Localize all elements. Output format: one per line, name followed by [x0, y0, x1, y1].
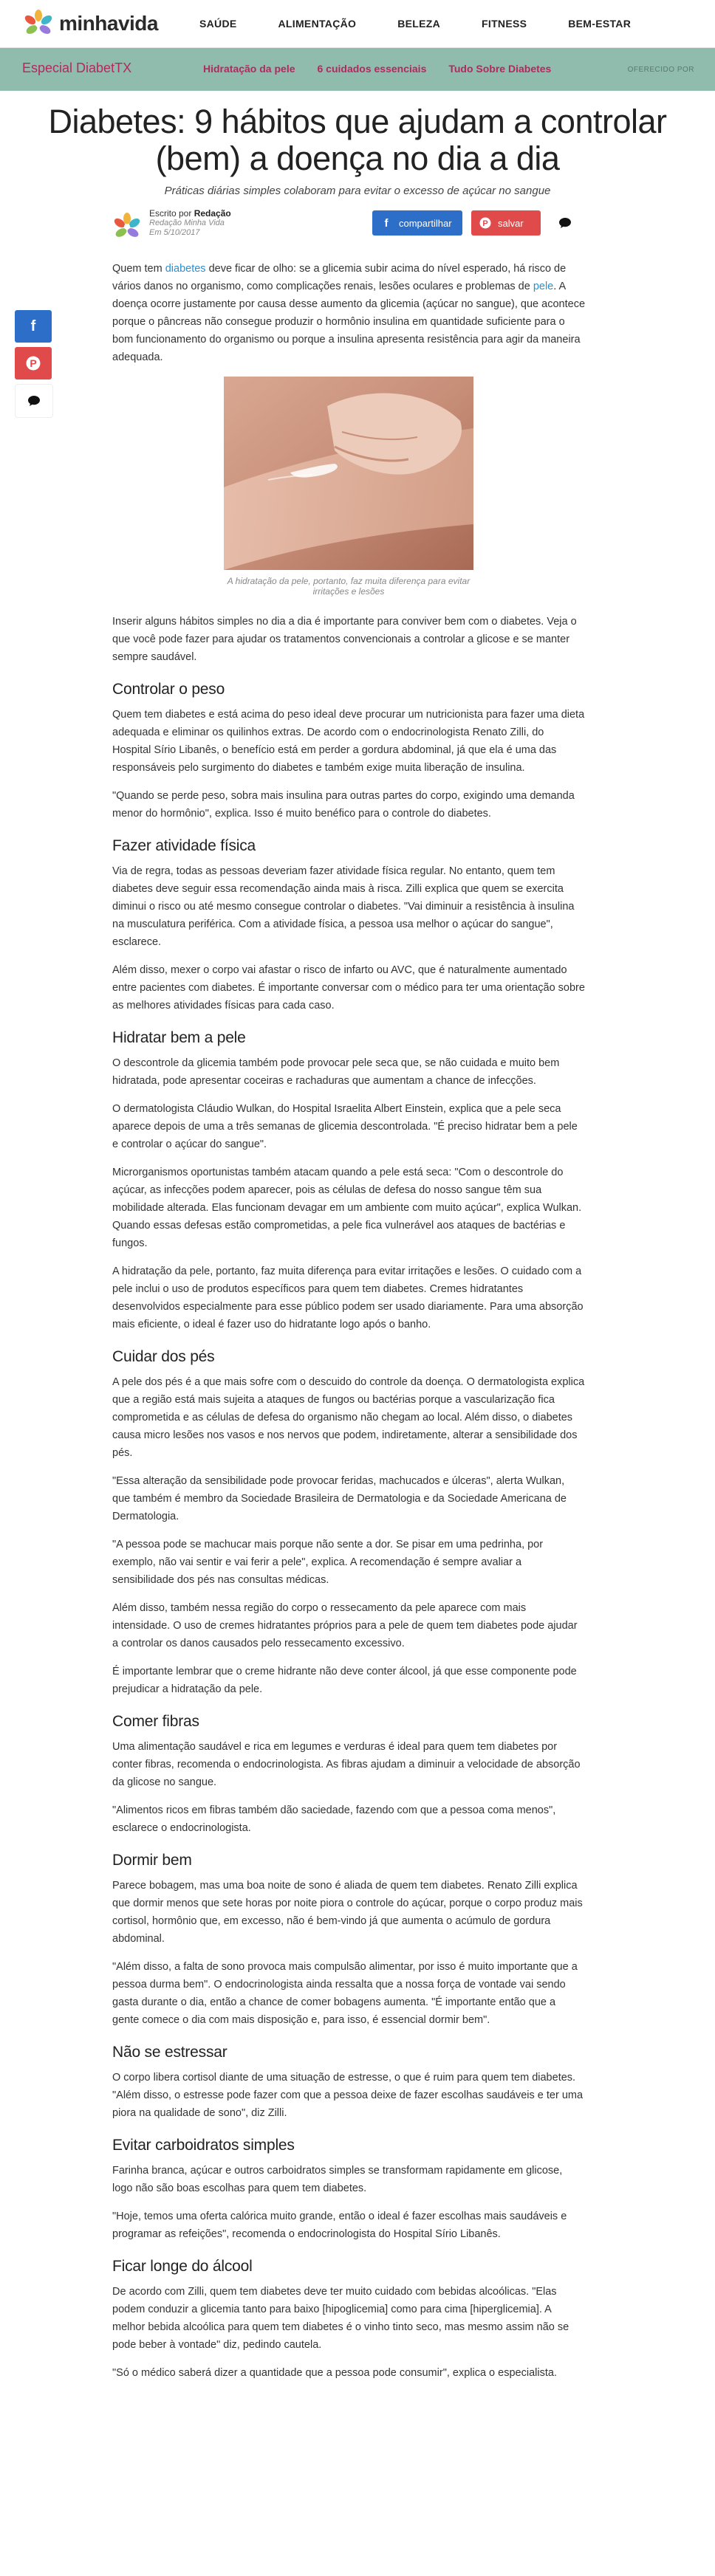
nav-item-fitness[interactable]: FITNESS [482, 18, 527, 30]
nav-item-beleza[interactable]: BELEZA [397, 18, 441, 30]
intro-paragraph [112, 260, 585, 366]
section-dormir-bem [112, 1852, 585, 2029]
author-org: Redação Minha Vida [149, 219, 225, 227]
hand-applying-cream-image [224, 377, 473, 570]
site-logo[interactable] [22, 9, 158, 38]
nav-item-saude[interactable]: SAÚDE [199, 18, 237, 30]
intro-text-3: . A doença ocorre justamente por causa desse aumento da glicemia (açúcar no sangue), que acontece porque o pâncreas não consegue produzir o hormônio insulina em quantidade suficiente para o bom funcionamento do organismo ou porque a insulina apresenta resistência para agir da maneira adequada. [112, 281, 586, 363]
paragraph: "Essa alteração da sensibilidade pode provocar feridas, machucados e úlceras", alerta Wulkan, que também é membro da Sociedade Brasileira de Dermatologia e da Sociedade Americana de Dermatologia. [112, 1475, 567, 1522]
paragraph: "A pessoa pode se machucar mais porque não sente a dor. Se pisar em uma pedrinha, por exemplo, não vai sentir e vai ferir a pele", explica. A recomendação é sempre avaliar a sensibilidade dos pés nas consultas médicas. [112, 1539, 544, 1586]
paragraph: O corpo libera cortisol diante de uma situação de estresse, o que é ruim para quem tem diabetes. "Além disso, o estresse pode fazer com que a pessoa deixe de fazer escolhas saudáveis e ter uma piora na qualidade de sono", diz Zilli. [112, 2072, 584, 2119]
author-name[interactable]: Redação [194, 208, 231, 219]
paragraph: Parece bobagem, mas uma boa noite de sono é aliada de quem tem diabetes. Renato Zilli explica que dormir menos que sete horas por noite piora o controle do açúcar, porque o corpo produz mais cortisol, hormônio que, em excesso, não é bem-vindo já que aumenta o acúmulo de gordura abdominal. [112, 1880, 583, 1945]
author-prefix: Escrito por [149, 208, 192, 219]
facebook-share-label: compartilhar [399, 217, 452, 229]
section-cuidar-pes [112, 1348, 585, 1698]
author-row [112, 209, 585, 246]
paragraph: "Hoje, temos uma oferta calórica muito grande, então o ideal é fazer escolhas mais saudáveis e programar as refeições", recomenda o endocrinologista do Hospital Sírio Libanês. [112, 2211, 567, 2240]
intro-text-2: deve ficar de olho: se a glicemia subir acima do nível esperado, há risco de vários danos no organismo, como complicações renais, lesões oculares e problemas de [112, 263, 567, 292]
pele-link[interactable]: pele [533, 281, 554, 292]
paragraph: Uma alimentação saudável e rica em legumes e verduras é ideal para quem tem diabetes por conter fibras, recomenda o endocrinologista. As fibras ajudam a diminuir a velocidade de absorção da glicose no sangue. [112, 1741, 581, 1788]
author-avatar [112, 212, 142, 241]
facebook-share-button[interactable] [372, 210, 462, 236]
paragraph: Via de regra, todas as pessoas deveriam fazer atividade física regular. No entanto, quem tem diabetes deve seguir essa recomendação ainda mais à risca. Zilli explica que quem se exercita diminui o risco ou até mesmo consegue controlar o diabetes. "Vai diminuir a resistência à insulina na musculatura periférica. Com a atividade física, a pessoa usa melhor o açúcar do sangue", esclarece. [112, 865, 575, 948]
article-figure [224, 377, 473, 597]
side-facebook-button[interactable] [15, 310, 52, 343]
paragraph: De acordo com Zilli, quem tem diabetes deve ter muito cuidado com bebidas alcoólicas. "Elas podem conduzir a glicemia tanto para baixo [hipoglicemia] como para cima [hiperglicemia]. A melhor bebida alcoólica para quem tem diabetes é o vinho tinto seco, mas mesmo assim não se pode beber à vontade" diz, pedindo cautela. [112, 2286, 569, 2351]
top-navigation [0, 0, 715, 48]
section-carboidratos [112, 2137, 585, 2243]
nav-item-alimentacao[interactable]: ALIMENTAÇÃO [278, 18, 357, 30]
section-heading: Ficar longe do álcool [112, 2258, 253, 2275]
article-body [112, 260, 585, 2392]
paragraph: "Alimentos ricos em fibras também dão saciedade, fazendo com que a pessoa coma menos", esclarece o endocrinologista. [112, 1804, 556, 1834]
paragraph: Além disso, mexer o corpo vai afastar o risco de infarto ou AVC, que é naturalmente aumentado entre pacientes com diabetes. É importante conversar com o médico para ter uma orientação sobre as melhores atividades físicas para cada caso. [112, 964, 585, 1011]
image-caption: A hidratação da pele, portanto, faz muita diferença para evitar irritações e lesões [227, 576, 471, 597]
main-nav [199, 0, 672, 47]
sponsor-label: OFERECIDO POR [627, 66, 694, 74]
nav-item-bem-estar[interactable]: BEM-ESTAR [568, 18, 632, 30]
special-link-tudo-diabetes[interactable]: Tudo Sobre Diabetes [448, 63, 552, 75]
intro-text-1: Quem tem [112, 263, 165, 275]
pinterest-save-label: salvar [498, 217, 524, 229]
section-heading: Fazer atividade física [112, 837, 256, 854]
section-heading: Cuidar dos pés [112, 1348, 215, 1365]
section-heading: Hidratar bem a pele [112, 1029, 246, 1046]
side-pinterest-button[interactable] [15, 347, 52, 379]
side-comment-icon [27, 395, 41, 407]
facebook-icon: f [384, 216, 389, 230]
comment-button[interactable] [552, 210, 578, 236]
paragraph: "Só o médico saberá dizer a quantidade que a pessoa pode consumir", explica o especialista. [112, 2367, 557, 2379]
section-hidratar-pele [112, 1029, 585, 1333]
special-link-hidratacao[interactable]: Hidratação da pele [203, 63, 295, 75]
special-links [203, 63, 573, 75]
paragraph: "Além disso, a falta de sono provoca mais compulsão alimentar, por isso é muito importante que a pessoa durma bem". O endocrinologista ainda ressalta que a nossa força de vontade vai sendo gasta durante o dia, então a chance de comer bobagens aumenta. "É importante então que a gente comece o dia com mais disposição e, para isso, é essencial dormir bem". [112, 1961, 578, 2026]
paragraph: "Quando se perde peso, sobra mais insulina para outras partes do corpo, exigindo uma demanda menor do hormônio", explica. Isso é muito benéfico para o controle do diabetes. [112, 790, 575, 820]
comment-icon [558, 217, 572, 229]
article-subtitle: Práticas diárias simples colaboram para evitar o excesso de açúcar no sangue [164, 185, 551, 197]
section-heading: Não se estressar [112, 2044, 228, 2061]
section-comer-fibras [112, 1713, 585, 1837]
section-atividade-fisica [112, 837, 585, 1014]
paragraph: A pele dos pés é a que mais sofre com o descuido do controle da doença. O dermatologista explica que a região está mais sujeita a ataques de fungos ou bactérias porque a vascularização fica comprometida e as células de defesa do organismo não chegam ao local. Além disso, o diabetes causa micro lesões nos vasos e nos nervos que podem, indiretamente, alterar a sensibilidade dos pés. [112, 1376, 585, 1459]
section-heading: Evitar carboidratos simples [112, 2137, 295, 2154]
article-title: Diabetes: 9 hábitos que ajudam a controlar (bem) a doença no dia a dia [48, 103, 667, 177]
side-comment-button[interactable] [15, 384, 53, 418]
side-pinterest-icon [26, 356, 41, 371]
section-nao-estressar [112, 2044, 585, 2122]
paragraph: O descontrole da glicemia também pode provocar pele seca que, se não cuidada e muito bem hidratada, pode apresentar coceiras e rachaduras que aumentam a chance de infecções. [112, 1057, 560, 1087]
special-banner [0, 48, 715, 91]
paragraph: Além disso, também nessa região do corpo o ressecamento da pele aparece com mais intensidade. O uso de cremes hidratantes próprios para a pele de quem tem diabetes pode ajudar a controlar os danos causados pelo ressecamento excessivo. [112, 1602, 578, 1649]
section-heading: Dormir bem [112, 1852, 192, 1869]
special-title[interactable]: Especial DiabetTX [22, 61, 132, 75]
logo-text: minhavida [59, 12, 158, 35]
section-heading: Comer fibras [112, 1713, 199, 1730]
lead-paragraph: Inserir alguns hábitos simples no dia a dia é importante para conviver bem com o diabetes. Veja o que você pode fazer para ajudar os tratamentos convencionais a controlar a glicose e se manter sempre saudável. [112, 616, 577, 663]
pinterest-icon [479, 216, 492, 230]
side-facebook-icon: f [30, 317, 36, 334]
section-heading: Controlar o peso [112, 681, 225, 698]
pinterest-save-button[interactable] [471, 210, 541, 236]
publish-date: Em 5/10/2017 [149, 228, 200, 237]
diabetes-link[interactable]: diabetes [165, 263, 206, 275]
side-share-bar [15, 310, 53, 422]
svg-text:P: P [482, 219, 488, 228]
svg-text:P: P [30, 357, 37, 369]
logo-flower-icon [22, 9, 55, 38]
paragraph: Quem tem diabetes e está acima do peso ideal deve procurar um nutricionista para fazer uma dieta adequada e eliminar os quilinhos extras. De acordo com o endocrinologista Renato Zilli, do Hospital Sírio Libanês, o benefício está em perder a gordura abdominal, já que ela é uma das responsáveis pelo surgimento do diabetes e também exige muita liberação de insulina. [112, 709, 585, 774]
paragraph: Farinha branca, açúcar e outros carboidratos simples se transformam rapidamente em glicose, logo não são boas escolhas para quem tem diabetes. [112, 2165, 563, 2194]
section-alcool [112, 2258, 585, 2382]
special-link-cuidados[interactable]: 6 cuidados essenciais [317, 63, 427, 75]
author-info [149, 209, 231, 238]
section-controlar-peso [112, 681, 585, 822]
paragraph: O dermatologista Cláudio Wulkan, do Hospital Israelita Albert Einstein, explica que a pele seca aparece depois de uma a três semanas de glicemia descontrolada. "É preciso hidratar bem a pele e controlar o açúcar do sangue". [112, 1103, 578, 1150]
paragraph: A hidratação da pele, portanto, faz muita diferença para evitar irritações e lesões. O cuidado com a pele inclui o uso de produtos específicos para quem tem diabetes. Cremes hidratantes desenvolvidos especialmente para esse público podem ser usado diariamente. Para uma absorção mais eficiente, o ideal é fazer uso do hidratante logo após o banho. [112, 1265, 584, 1330]
paragraph: Microrganismos oportunistas também atacam quando a pele está seca: "Com o descontrole do açúcar, as infecções podem aparecer, pois as células de defesa do nosso sangue têm sua mobilidade alterada. Elas funcionam devagar em um ambiente com muito açúcar", explica Wulkan. Quando essas defesas estão comprometidas, a pele fica vulnerável aos ataques de bactérias e fungos. [112, 1167, 582, 1249]
paragraph: É importante lembrar que o creme hidrante não deve conter álcool, já que esse componente pode prejudicar a hidratação da pele. [112, 1666, 577, 1695]
